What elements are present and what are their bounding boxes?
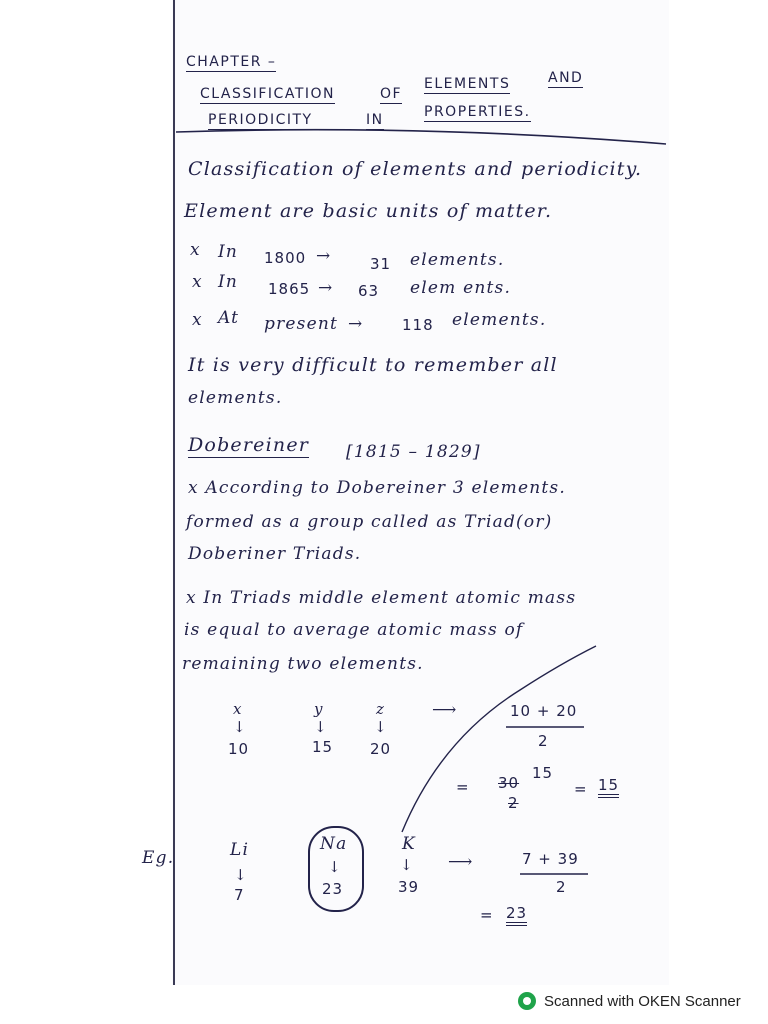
count-year: 1865 [268,280,311,298]
long-arrow-icon: ⟶ [448,852,474,872]
rule-line-2: is equal to average atomic mass of [184,620,524,640]
difficulty-line-2: elements. [188,388,283,408]
down-arrow-icon: ↓ [400,856,414,874]
triad-line-3: Doberiner Triads. [188,544,362,564]
down-arrow-icon: ↓ [374,718,388,736]
triad-value-li: 7 [234,886,245,904]
heading-word-properties: PROPERTIES. [424,104,531,120]
count-year: 1800 [264,249,307,267]
bullet-marker: x [190,240,201,260]
down-arrow-icon: ↓ [233,718,247,736]
arrow-icon: → [316,246,332,266]
bullet-marker: x [192,272,203,292]
triad-value-x: 10 [228,740,250,758]
definition-line: Element are basic units of matter. [184,200,553,222]
dobereiner-years: [1815 – 1829] [346,442,481,462]
count-unit: elements. [410,250,505,270]
crossed-denominator: 2 [508,794,519,812]
fraction-denominator: 2 [556,878,567,896]
result-value: 15 [598,776,619,798]
triad-label-li: Li [230,840,250,860]
equals-sign: = [456,778,470,796]
triad-value-k: 39 [398,878,420,896]
margin-line [173,0,175,985]
triad-label-x: x [233,700,243,718]
crossed-numerator: 30 [498,774,520,792]
eg-label: Eg. [142,848,175,868]
count-value: 31 [370,255,392,273]
heading-word-and: AND [548,70,584,86]
count-year: present [264,314,339,334]
triad-label-na: Na [320,834,348,854]
count-prefix: In [218,242,239,262]
triad-line-1: x According to Dobereiner 3 elements. [188,478,566,498]
result-equals-sign: = [574,780,588,798]
heading-word-periodicity: PERIODICITY [208,112,313,128]
result-value: 23 [506,904,527,926]
arrow-icon: → [348,314,364,334]
equals-sign: = [480,906,494,924]
triad-label-k: K [402,834,416,854]
fraction-denominator: 2 [538,732,549,750]
fraction-numerator: 7 + 39 [522,850,579,868]
topic-title-line: Classification of elements and periodicity. [188,158,643,180]
heading-word-classification: CLASSIFICATION [200,86,335,102]
heading-word-of: OF [380,86,403,102]
triad-value-z: 20 [370,740,392,758]
arrow-icon: → [318,278,334,298]
count-prefix: At [218,308,240,328]
count-prefix: In [218,272,239,292]
fraction-numerator: 10 + 20 [510,702,578,720]
bullet-marker: x [192,310,203,330]
down-arrow-icon: ↓ [234,866,248,884]
difficulty-line-1: It is very difficult to remember all [188,354,558,376]
count-unit: elem ents. [410,278,512,298]
simplified-value: 15 [532,764,554,782]
down-arrow-icon: ↓ [328,858,342,876]
rule-line-1: x In Triads middle element atomic mass [186,588,577,608]
scanner-watermark-text: Scanned with OKEN Scanner [544,992,741,1010]
triad-line-2: formed as a group called as Triad(or) [186,512,553,532]
heading-word-elements: ELEMENTS [424,76,511,92]
chapter-label: CHAPTER – [186,54,277,70]
triad-value-na: 23 [322,880,344,898]
rule-line-3: remaining two elements. [182,654,424,674]
scanner-watermark [518,990,741,1012]
down-arrow-icon: ↓ [314,718,328,736]
triad-label-z: z [376,700,386,718]
count-unit: elements. [452,310,547,330]
na-highlight-circle [308,826,364,912]
count-value: 63 [358,282,380,300]
heading-word-in: IN [366,112,384,128]
triad-value-y: 15 [312,738,334,756]
count-value: 118 [402,316,434,334]
oken-scanner-logo-icon [518,992,536,1010]
dobereiner-heading: Dobereiner [188,434,310,456]
triad-label-y: y [314,700,324,718]
long-arrow-icon: ⟶ [432,700,458,720]
